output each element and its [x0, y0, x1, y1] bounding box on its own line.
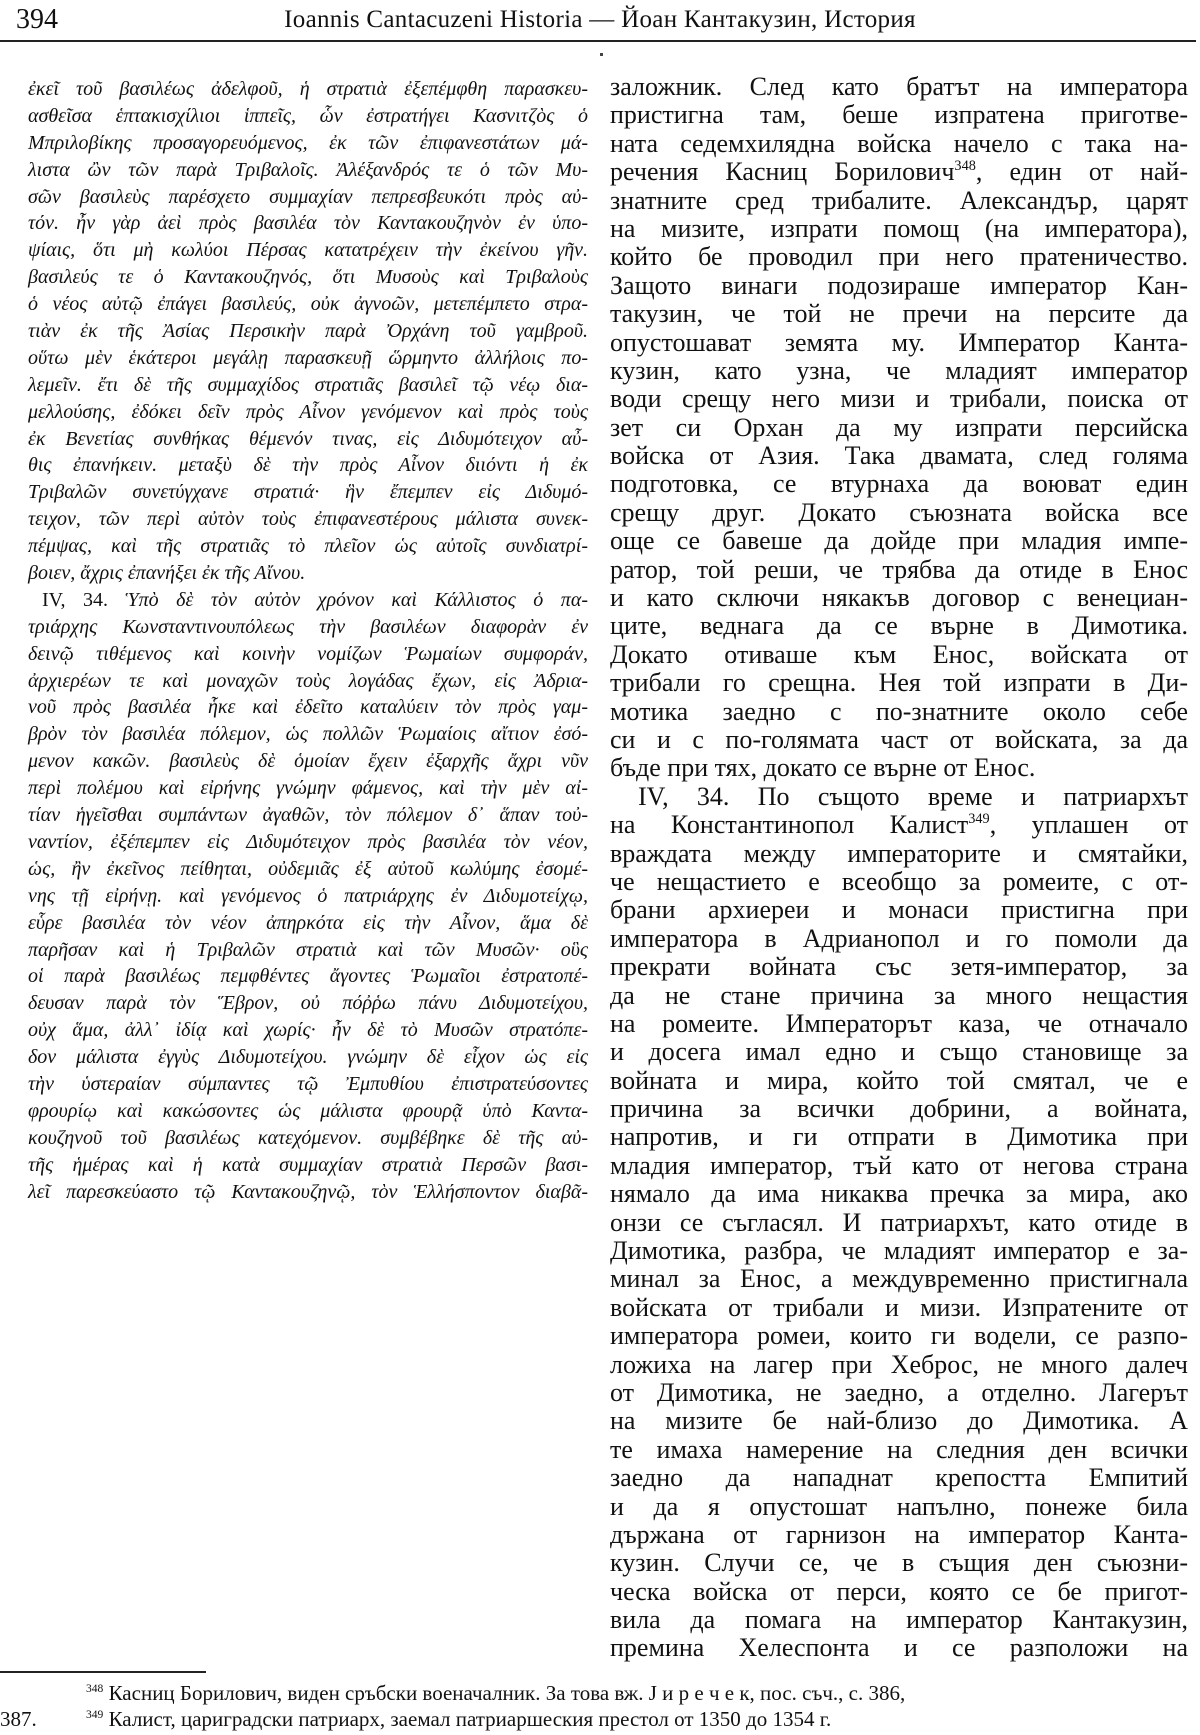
text-line: минал за Енос, а междувременно пристигнала — [610, 1264, 1188, 1294]
text-line: че нещастието е всеобщо за ромеите, с от- — [610, 866, 1188, 896]
text-line: знатните сред трибалите. Александър, царят — [610, 185, 1188, 215]
text-line: βοιεν, ἄχρις ἐπανήξει ἐκ τῆς Αἴνου. — [28, 562, 306, 585]
text-line: такузин, че той не пречи на персите да — [610, 299, 1188, 329]
text-line: ασθεῖσα ἑπτακισχίλιοι ἱππεῖς, ὧν ἐστρατήγει Κασνιτζὸς ὁ — [28, 104, 588, 127]
text-line: λιστα ὢν τῶν παρὰ Τριβαλοῖς. Ἀλέξανδρός τε ὁ τῶν Μυ- — [28, 158, 588, 181]
text-line: μενον κακῶν. βασιλεὺς δὲ ὁμοίαν ἔχειν ἐξαρχῆς ἄχρι νῦν — [28, 750, 588, 773]
text-line: βασιλεύς τε ὁ Καντακουζηνός, ὅτι Μυσοὺς καὶ Τριβαλοὺς — [28, 266, 588, 289]
text-line: δον μάλιστα ἐγγὺς Διδυμοτείχου. γνώμην δὲ εἶχον ὡς εἰς — [28, 1046, 588, 1069]
text-line: и досега имал едно и също становище за — [610, 1037, 1188, 1067]
text-line: трибали го срещна. Нея той изпрати в Ди- — [610, 668, 1188, 698]
text-line: νοῦ πρὸς βασιλέα ἧκε καὶ ἐδεῖτο καταλύειν τὸν πρὸς γαμ- — [28, 696, 588, 719]
footnote-348-continuation: 387. — [0, 1707, 37, 1731]
text-line: причина за всички добрини, а войната, — [610, 1094, 1188, 1124]
text-line: и като сключи някакъв договор с венециан- — [610, 583, 1188, 613]
text-line: си и с по-голямата част от войската, за да — [610, 724, 1188, 754]
text-line: премина Хелеспонта и се разположи на — [610, 1633, 1188, 1663]
text-line: φρουρίῳ καὶ κακώσοντες ὡς μάλιστα φρουρᾷ ὑπὸ Καντα- — [28, 1099, 588, 1122]
text-line: войната и мира, който той смятал, че е — [610, 1065, 1188, 1095]
running-title: Ioannis Cantacuzeni Historia — Йоан Кантакузин, История — [284, 6, 916, 33]
text-line: нямало да има никаква пречка за мира, ако — [610, 1179, 1188, 1209]
line-text: Ὑπὸ δὲ τὸν αὐτὸν χρόνον καὶ Κάλλιστος ὁ πα- — [125, 588, 588, 611]
text-line: на ромеите. Императорът каза, че отначало — [610, 1008, 1188, 1038]
text-line: заедно да нападнат крепостта Емпитий — [610, 1463, 1188, 1493]
text-line: и да я опустошат напълно, понеже била — [610, 1491, 1188, 1521]
footnote-text: Касниц Борилович, виден сръбски военачалник. За това вж. Ј и р е ч е к, пос. съч., с. 386, — [108, 1681, 906, 1705]
footnote-text: Калист, цариградски патриарх, заемал патриаршеския престол от 1350 до 1354 г. — [108, 1707, 832, 1731]
text-line: εὗρε βασιλέα τὸν νέον ἀπηρκότα εἰς τὴν Αἶνον, ἅμα δὲ — [28, 911, 588, 934]
text-line: прекрати войната със зетя-император, за — [610, 952, 1188, 982]
bulgarian-translation-column — [610, 73, 1188, 1663]
text-line: мотика заедно с по-знатните около себе — [610, 696, 1188, 726]
text-line: кузин. Случи се, че в същия ден съюзни- — [610, 1548, 1188, 1578]
text-line: кузин, като узна, че младият император — [610, 355, 1188, 385]
greek-text-column — [28, 76, 588, 1205]
text-line: Τριβαλῶν συνετύγχανε στρατιά· ἣν ἔπεμπεν εἰς Διδυμό- — [28, 481, 588, 504]
text-line: λεῖ παρεσκεύαστο τῷ Καντακουζηνῷ, τὸν Ἑλλήσποντον διαβᾶ- — [28, 1180, 588, 1203]
header-rule — [0, 40, 1196, 42]
text-line: δεινῷ τιθέμενος καὶ κοινὴν νομίζων Ῥωμαίων συμφοράν, — [28, 642, 588, 665]
text-line: νης τῇ εἰρήνῃ. καὶ γενόμενος ὁ πατριάρχης ἐν Διδυμοτείχῳ, — [28, 884, 588, 907]
text-line: ἐκ Βενετίας συνθήκας θέμενόν τινας, εἰς Διδυμότειχον αὖ- — [28, 427, 588, 450]
text-line: императора ромеи, които ги водели, се разпо- — [610, 1321, 1188, 1351]
text-line — [610, 158, 1188, 186]
line-text: речения Касниц Борилович — [610, 157, 955, 187]
footnote-rule — [0, 1671, 206, 1673]
text-line: те имаха намерение на следния ден всички — [610, 1434, 1188, 1464]
text-line: Μπριλοβίκης προσαγορευόμενος, ἐκ τῶν ἐπιφανεστάτων μά- — [28, 131, 588, 154]
text-line: ὡς, ἢν ἐκεῖνος πείθηται, οὐδεμιᾶς ἐξ αὐτοῦ κωλύμης ἐσομέ- — [28, 857, 588, 880]
text-line: младия император, тъй като от негова страна — [610, 1150, 1188, 1180]
text-line: брани архиереи и монаси пристигна при — [610, 895, 1188, 925]
text-line: τειχον, τῶν περὶ αὐτὸν τοὺς ἐπιφανεστέρους μάλιστα συνεκ- — [28, 508, 588, 531]
text-line — [28, 587, 588, 614]
text-line: още се бавеше да дойде при младия импе- — [610, 526, 1188, 556]
text-line: κουζηνοῦ τοῦ βασιλέως κατεχόμενον. συμβέβηκε δὲ τῆς αὐ- — [28, 1126, 588, 1149]
page-number: 394 — [16, 4, 58, 35]
text-line: μελλούσης, ἐδόκει δεῖν πρὸς Αἶνον γενόμενον καὶ πρὸς τοὺς — [28, 400, 588, 423]
text-line: Защото винаги подозираше император Кан- — [610, 270, 1188, 300]
text-line: бъде при тях, докато се върне от Енос. — [610, 753, 1036, 783]
text-line: враждата между императорите и смятайки, — [610, 838, 1188, 868]
text-line: заложник. След като братът на императора — [610, 72, 1188, 101]
text-line: ἐκεῖ τοῦ βασιλέως ἀδελφοῦ, ἡ στρατιὰ ἐξεπέμφθη παρασκευ- — [28, 78, 588, 100]
text-line: τριάρχης Κωνσταντινουπόλεως τὴν βασιλέων διαφορὰν ἐν — [28, 615, 588, 638]
text-line: войска от Азия. Така двамата, след голяма — [610, 441, 1188, 471]
text-line: да не стане причина за много нещастия — [610, 980, 1188, 1010]
text-line: σῶν βασιλεὺς παρέσχετο συμμαχίαν πεπρεσβευκότι πρὸς αὐ- — [28, 185, 588, 208]
text-line: на мизите, изпрати помощ (на императора), — [610, 213, 1188, 243]
text-line: който бе проводил при него пратеничество. — [610, 242, 1188, 272]
text-line: θις ἐπανήκειν. μεταξὺ δὲ τὴν πρὸς Αἶνον διιόντι ἡ ἐκ — [28, 454, 588, 477]
text-line: пристигна там, беше изпратена приготве- — [610, 100, 1188, 130]
footnote-348 — [0, 1680, 1195, 1706]
text-line: държана от гарнизон на император Канта- — [610, 1519, 1188, 1549]
text-line: πέμψας, καὶ τῆς στρατιᾶς τὸ πλεῖον ὡς αὐτοῖς συνδιατρί- — [28, 535, 588, 558]
text-line: περὶ πολέμου καὶ εἰρήνης γνώμην φάμενος, καὶ τὴν μὲν αἰ- — [28, 777, 588, 800]
text-line: παρῆσαν καὶ ἡ Τριβαλῶν στρατιὰ καὶ τῶν Μυσῶν· οὓς — [28, 938, 588, 961]
text-line: λεμεῖν. ἔτι δὲ τῆς συμμαχίδος στρατιᾶς βασιλεῖ τῷ νέῳ δια- — [28, 373, 588, 396]
text-line: τῆς ἡμέρας καὶ ἡ κατὰ συμμαχίαν στρατιὰ Περσῶν βασι- — [28, 1153, 588, 1176]
text-line: οὐχ ἅμα, ἀλλ᾿ ἰδίᾳ καὶ χωρίς· ἦν δὲ τὸ Μυσῶν στρατόπε- — [28, 1019, 588, 1042]
line-text: на Константинопол Калист — [610, 810, 969, 840]
text-line: ἀρχιερέων τε καὶ μοναχῶν τοὺς λογάδας ἔχων, εἰς Ἀδρια- — [28, 669, 588, 692]
footnote-reference: 349 — [968, 811, 990, 828]
text-line: οὕτω μὲν ἑκάτεροι μεγάλῃ παρασκευῇ ὥρμηντο ἀλλήλοις πο- — [28, 346, 588, 369]
text-line: ците, веднага да се върне в Димотика. — [610, 611, 1188, 641]
text-line: онзи се съгласял. И патриархът, като отиде в — [610, 1207, 1188, 1237]
footnote-number: 349 — [86, 1708, 104, 1721]
text-line: ложиха на лагер при Хеброс, не много далеч — [610, 1349, 1188, 1379]
text-line: на мизите бе най-близо до Димотика. А — [610, 1406, 1188, 1436]
footnote-reference: 348 — [954, 158, 976, 175]
footnote-number: 348 — [86, 1682, 104, 1695]
text-line: опустошават земята му. Император Канта- — [610, 327, 1188, 357]
text-line: води срещу него мизи и трибали, поиска от — [610, 384, 1188, 414]
section-marker: IV, 34. — [42, 588, 126, 611]
text-line: Димотика, разбра, че младият император е за- — [610, 1236, 1188, 1266]
text-line: ψίαις, ὅτι μὴ κωλύοι Πέρσας κατατρέχειν τὴν ἐκείνου γῆν. — [28, 239, 588, 262]
line-text: , един от най- — [975, 157, 1188, 187]
text-line: τόν. ἦν γὰρ ἀεὶ πρὸς βασιλέα τὸν Καντακουζηνὸν ἐν ὑπο- — [28, 212, 588, 235]
text-line: ὁ νέος αὐτῷ ἐπάγει βασιλεύς, οὐκ ἀγνοῶν, μετεπέμπετο στρα- — [28, 293, 588, 316]
text-line: δευσαν παρὰ τὸν Ἕβρον, οὐ πόῤῥω πάνυ Διδυμοτείχου, — [28, 992, 588, 1015]
text-line: IV, 34. По същото време и патриархът — [638, 781, 1188, 811]
print-speck — [600, 53, 603, 56]
text-line: τιὰν ἐκ τῆς Ἀσίας Περσικὴν παρὰ Ὀρχάνη τοῦ γαμβροῦ. — [28, 320, 588, 343]
text-line: οἱ παρὰ βασιλέως πεμφθέντες ἄγοντες Ῥωμαῖοι ἐστρατοπέ- — [28, 965, 588, 988]
text-line: зет си Орхан да му изпрати персийска — [610, 412, 1188, 442]
text-line: βρὸν τὸν βασιλέα πόλεμον, ὡς πολλῶν Ῥωμαίοις αἴτιον ἐσό- — [28, 723, 588, 746]
text-line: от Димотика, не заедно, а отделно. Лагерът — [610, 1377, 1188, 1407]
text-line: срещу друг. Докато съюзната войска все — [610, 497, 1188, 527]
text-line: ναντίον, ἐξέπεμπεν εἰς Διδυμότειχον πρὸς βασιλέα τὸν νέον, — [28, 830, 588, 853]
text-line: ратор, той реши, че трябва да отиде в Енос — [610, 554, 1188, 584]
text-line: τίαν ἡγεῖσθαι συμπάντων ἀγαθῶν, τὸν πόλεμον δ᾿ ἅπαν τοὐ- — [28, 804, 588, 827]
text-line: войската от трибали и мизи. Изпратените от — [610, 1292, 1188, 1322]
text-line: Докато отиваше към Енос, войската от — [610, 639, 1188, 669]
text-line: подготовка, се втурнаха да воюват един — [610, 469, 1188, 499]
text-line: вила да помага на император Кантакузин, — [610, 1605, 1188, 1635]
text-line: τὴν ὑστεραίαν σύμπαντες τῷ Ἐμπυθίου ἐπιστρατεύσοντες — [28, 1072, 588, 1095]
text-line: ческа войска от перси, която се бе пригот- — [610, 1576, 1188, 1606]
footnote-349 — [0, 1706, 1195, 1732]
text-line — [610, 811, 1188, 839]
text-line: ната седемхилядна войска начело с така на- — [610, 128, 1188, 158]
text-line: императора в Адрианопол и го помоли да — [610, 923, 1188, 953]
line-text: , уплашен от — [989, 810, 1188, 840]
text-line: напротив, и ги отпрати в Димотика при — [610, 1122, 1188, 1152]
